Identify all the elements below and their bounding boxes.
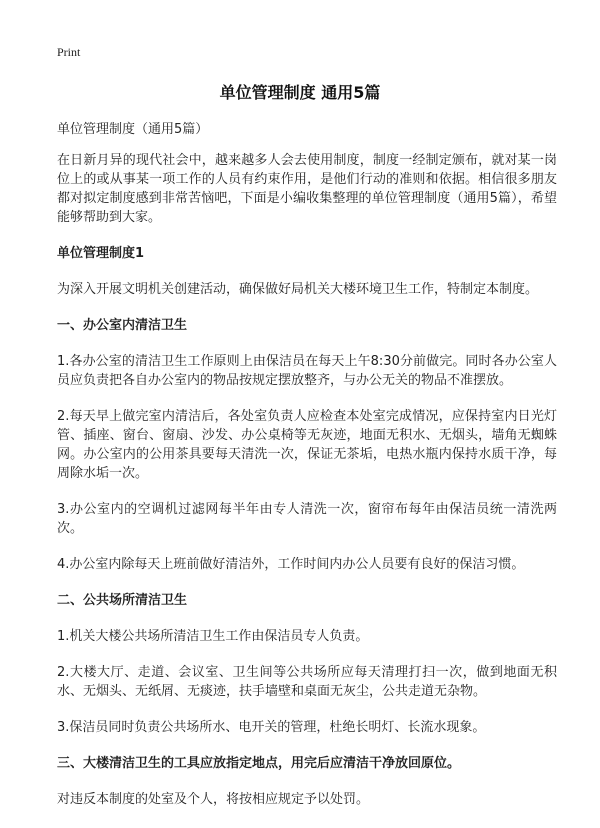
- subtitle: 单位管理制度（通用5篇）: [57, 122, 209, 137]
- list-item: 2.大楼大厅、走道、会议室、卫生间等公共场所应每天清理打扫一次，做到地面无积水、无烟头、无纸屑、无痰迹，扶手墙壁和桌面无灰尘，公共走道无杂物。: [57, 665, 557, 699]
- list-item: 3.办公室内的空调机过滤网每半年由专人清洗一次，窗帘布每年由保洁员统一清洗两次。: [57, 502, 557, 536]
- part-heading-office: 一、办公室内清洁卫生: [57, 318, 188, 333]
- list-item: 4.办公室内除每天上班前做好清洁外，工作时间内办公人员要有良好的保洁习惯。: [57, 557, 525, 572]
- list-item: 2.每天早上做完室内清洁后，各处室负责人应检查本处室完成情况，应保持室内日光灯管、插座、窗台、窗扇、沙发、办公桌椅等无灰迹，地面无积水、无烟头，墙角无蜘蛛网。办公室内的公用茶具要每天清洗一次，保证无茶垢，电热水瓶内保持水质干净，每周除水垢一次。: [57, 409, 557, 481]
- document-body: [57, 120, 557, 809]
- list-item: 1.各办公室的清洁卫生工作原则上由保洁员在每天上午8:30分前做完。同时各办公室人员应负责把各自办公室内的物品按规定摆放整齐，与办公无关的物品不准摆放。: [57, 354, 557, 388]
- page-title: 单位管理制度 通用5篇: [219, 83, 381, 102]
- list-item: 1.机关大楼公共场所清洁卫生工作由保洁员专人负责。: [57, 629, 369, 644]
- print-label[interactable]: Print: [57, 45, 81, 59]
- section-heading: 单位管理制度1: [57, 246, 145, 261]
- part-heading-tools: 三、大楼清洁卫生的工具应放指定地点，用完后应清洁干净放回原位。: [57, 756, 461, 771]
- part-heading-public: 二、公共场所清洁卫生: [57, 593, 188, 608]
- list-item: 3.保洁员同时负责公共场所水、电开关的管理，杜绝长明灯、长流水现象。: [57, 720, 486, 735]
- closing-paragraph: 对违反本制度的处室及个人，将按相应规定予以处罚。: [57, 792, 370, 807]
- purpose-paragraph: 为深入开展文明机关创建活动，确保做好局机关大楼环境卫生工作，特制定本制度。: [57, 282, 539, 297]
- intro-paragraph: 在日新月异的现代社会中，越来越多人会去使用制度，制度一经制定颁布，就对某一岗位上的或从事某一项工作的人员有约束作用，是他们行动的准则和依据。相信很多朋友都对拟定制度感到非常苦恼吧，下面是小编收集整理的单位管理制度（通用5篇），希望能够帮助到大家。: [57, 153, 557, 225]
